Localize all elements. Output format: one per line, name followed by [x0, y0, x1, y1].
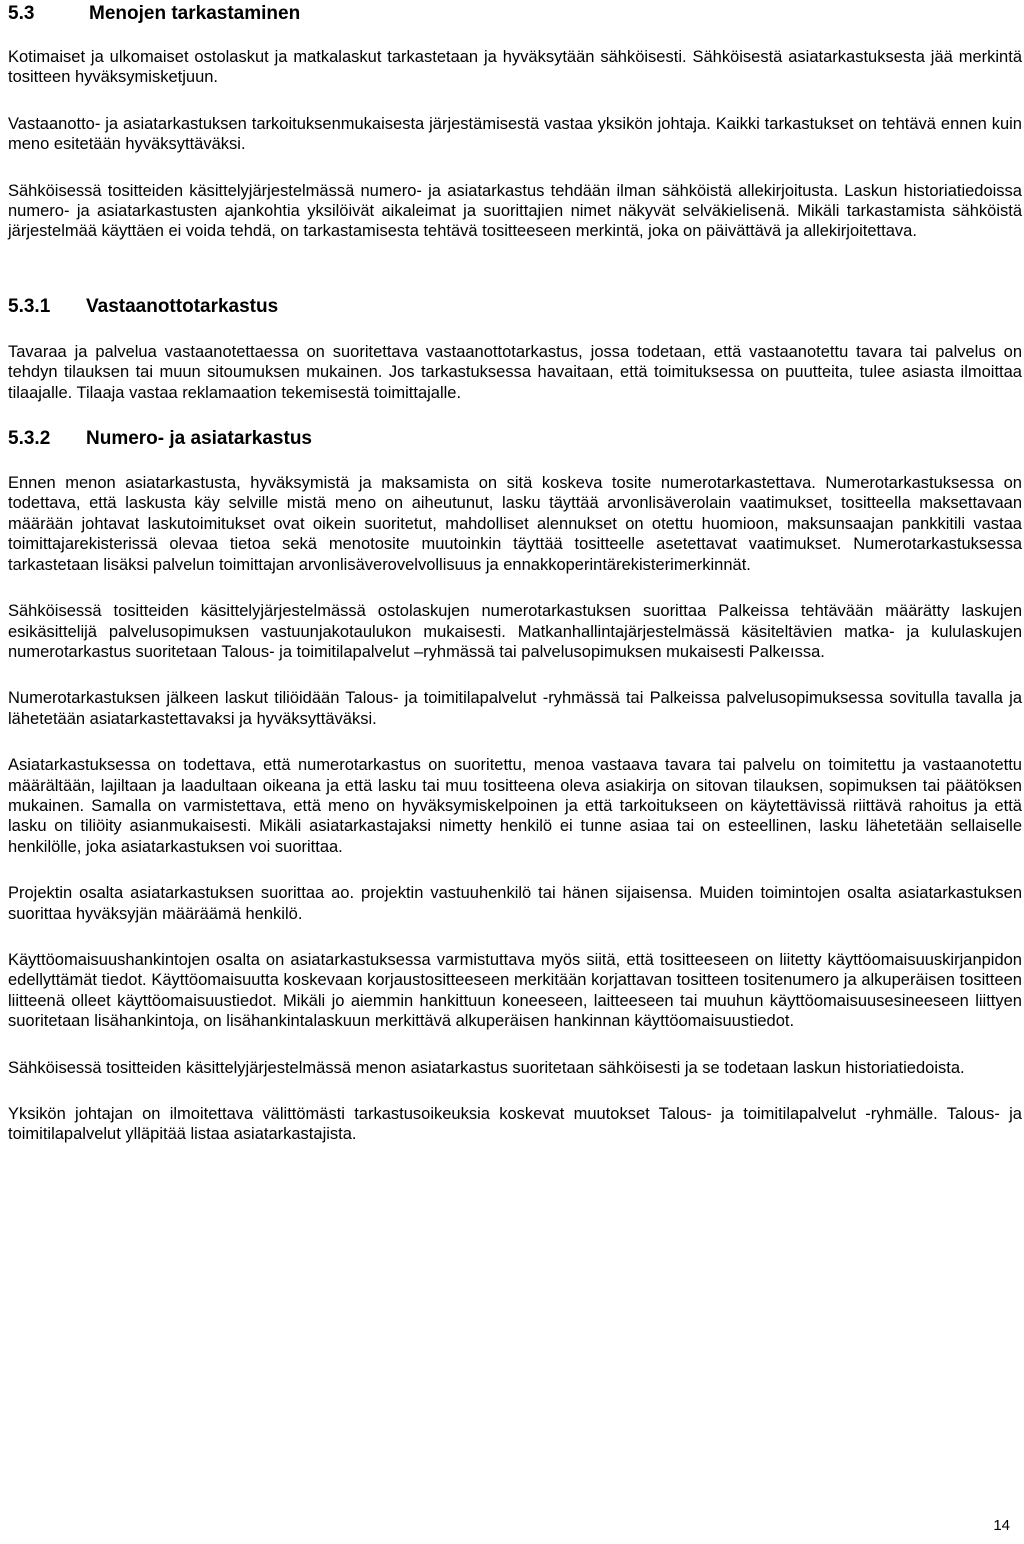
- document-page: [8, 0, 1022, 1145]
- subsection-number: 5.3.2: [8, 428, 51, 450]
- page-number: 14: [993, 1517, 1010, 1534]
- subsection-heading: [8, 427, 1022, 451]
- subsection-title: Vastaanottotarkastus: [86, 295, 279, 317]
- paragraph: Numerotarkastuksen jälkeen laskut tiliöidään Talous- ja toimitilapalvelut -ryhmässä tai Palkeissa palvelusopimuksessa sovitulla tavalla ja lähetetään asiatarkastettavaksi ja hyväksyttäväksi.: [8, 689, 1022, 728]
- paragraph: Asiatarkastuksessa on todettava, että numerotarkastus on suoritettu, menoa vastaava tavara tai palvelu on toimitettu ja vastaanotettu määrältään, lajiltaan ja laadultaan oikeana ja että lasku tai muu tositteena oleva asiakirja on sitovan tilauksen, sopimuksen tai päätöksen mukainen. Samalla on varmistettava, että meno on hyväksymiskelpoinen ja että tarkoitukseen on käytettävissä riittävä rahoitus ja että lasku on tiliöity asianmukaisesti. Mikäli asiatarkastajaksi nimetty henkilö ei tunne asiaa tai on esteellinen, lasku lähetetään sellaiselle henkilölle, joka asiatarkastuksen voi suorittaa.: [8, 756, 1022, 856]
- section-number: 5.3: [8, 3, 35, 24]
- paragraph: Vastaanotto- ja asiatarkastuksen tarkoituksenmukaisesta järjestämisestä vastaa yksikön johtaja. Kaikki tarkastukset on tehtävä ennen kuin meno esitetään hyväksyttäväksi.: [8, 114, 1022, 154]
- subsection-number: 5.3.1: [8, 295, 51, 317]
- paragraph: Projektin osalta asiatarkastuksen suorittaa ao. projektin vastuuhenkilö tai hänen sijaisensa. Muiden toimintojen osalta asiatarkastuksen suorittaa hyväksyjän määräämä henkilö.: [8, 884, 1022, 923]
- paragraph: Sähköisessä tositteiden käsittelyjärjestelmässä menon asiatarkastus suoritetaan sähköisesti ja se todetaan laskun historiatiedoista.: [8, 1058, 965, 1077]
- paragraph: Ennen menon asiatarkastusta, hyväksymistä ja maksamista on sitä koskeva tosite numerotarkastettava. Numerotarkastuksessa on todettava, että laskusta käy selville mistä meno on aiheutunut, lasku täyttää arvonlisäverolain vaatimukset, tositteella maksettavaan määrään johtavat laskutoimitukset ovat oikein suoritetut, mahdolliset alennukset on otettu huomioon, maksunsaajan pankkitili vastaa toimittajarekisterissä olevaa tietoa sekä menotosite muutoinkin täyttää tositteelle asetettavat vaatimukset. Numerotarkastuksessa tarkastetaan lisäksi palvelun toimittajan arvonlisäverovelvollisuus ja ennakkoperintärekisterimerkinnät.: [8, 474, 1022, 574]
- paragraph: Sähköisessä tositteiden käsittelyjärjestelmässä numero- ja asiatarkastus tehdään ilman sähköistä allekirjoitusta. Laskun historiatiedoissa numero- ja asiatarkastusten ajankohtia yksilöivät aikaleimat ja suorittajien nimet näkyvät selväkielisenä. Mikäli tarkastamista sähköistä järjestelmää käyttäen ei voida tehdä, on tarkastamisesta tehtävä tositteeseen merkintä, joka on päivättävä ja allekirjoitettava.: [8, 181, 1022, 241]
- section-heading: [8, 2, 1022, 26]
- paragraph: Tavaraa ja palvelua vastaanotettaessa on suoritettava vastaanottotarkastus, jossa todetaan, että vastaanotettu tavara tai palvelus on tehdyn tilauksen tai muun sitoumuksen mukainen. Jos tarkastuksessa havaitaan, että toimituksessa on puutteita, tulee asiasta ilmoittaa tilaajalle. Tilaaja vastaa reklamaation tekemisestä toimittajalle.: [8, 342, 1022, 402]
- paragraph: Käyttöomaisuushankintojen osalta on asiatarkastuksessa varmistuttava myös siitä, että tositteeseen on liitetty käyttöomaisuuskirjanpidon edellyttämät tiedot. Käyttöomaisuutta koskevaan korjaustositteeseen merkitään korjattavan tositteen tositenumero ja alkuperäisen tositteen liitteenä olleet käyttöomaisuustiedot. Mikäli jo aiemmin hankittuun koneeseen, laitteeseen tai muuhun käyttöomaisuusesineeseen liittyen suoritetaan lisähankintoja, on lisähankintalaskuun merkittävä alkuperäisen hankinnan käyttöomaisuustiedot.: [8, 950, 1022, 1031]
- subsection-title: Numero- ja asiatarkastus: [86, 428, 312, 450]
- paragraph: Yksikön johtajan on ilmoitettava välittömästi tarkastusoikeuksia koskevat muutokset Talous- ja toimitilapalvelut -ryhmälle. Talous- ja toimitilapalvelut ylläpitää listaa asiatarkastajista.: [8, 1105, 1022, 1144]
- subsection-heading: [8, 295, 1022, 319]
- paragraph: Sähköisessä tositteiden käsittelyjärjestelmässä ostolaskujen numerotarkastuksen suorittaa Palkeissa tehtävään määrätty laskujen esikäsittelijä palvelusopimuksen vastuunjakotaulukon mukaisesti. Matkanhallintajärjestelmässä käsiteltävien matka- ja kululaskujen numerotarkastus suoritetaan Talous- ja toimitilapalvelut –ryhmässä tai palvelusopimuksen mukaisesti Palkeıssa.: [8, 602, 1022, 661]
- paragraph: Kotimaiset ja ulkomaiset ostolaskut ja matkalaskut tarkastetaan ja hyväksytään sähköisesti. Sähköisestä asiatarkastuksesta jää merkintä tositteen hyväksymisketjuun.: [8, 48, 1022, 87]
- section-title: Menojen tarkastaminen: [89, 3, 301, 24]
